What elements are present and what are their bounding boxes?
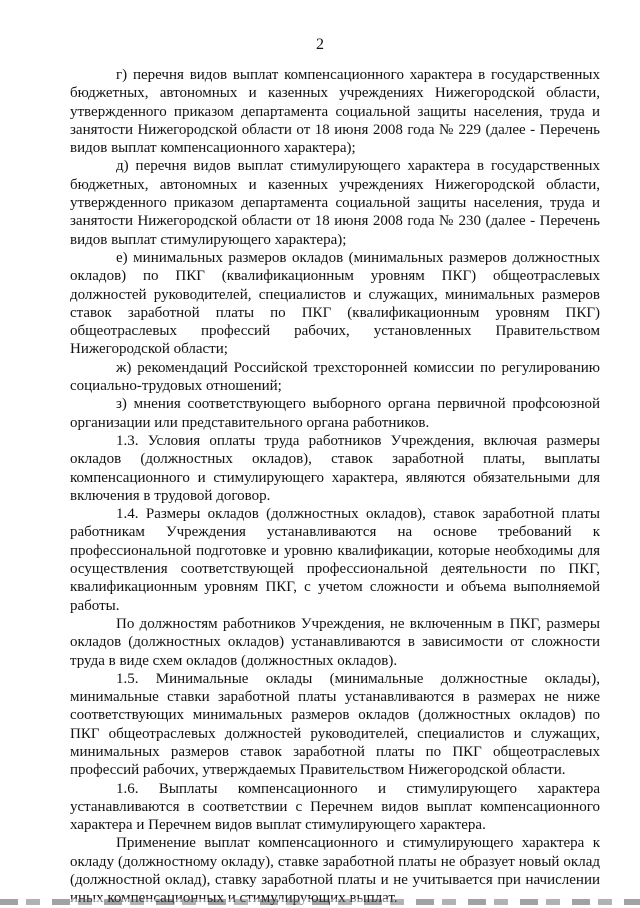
paragraph-1-6: 1.6. Выплаты компенсационного и стимулирующего характера устанавливаются в соответствии с Перечнем видов выплат компенсационного характера и Перечнем видов выплат стимулирующего характера. xyxy=(70,780,600,834)
paragraph-1-6-continued: Применение выплат компенсационного и стимулирующего характера к окладу (должностному окладу), ставке заработной платы не образует новый оклад (должностной оклад), ставку заработной платы и не учитывается при начислении xyxy=(70,835,600,889)
paragraph-1-5: 1.5. Минимальные оклады (минимальные должностные оклады), минимальные ставки заработной платы устанавливаются в размерах не ниже соответствующих минимальных размеров окладов (должностных окладов) по ПКГ общеотраслевых должностей руководителей, специалистов и служащих, минимальных размеров ставок заработной платы по ПКГ общеотраслевых профессий рабочих, утверждаемых Правительством Нижегородской области. xyxy=(70,670,600,779)
paragraph-e: е) минимальных размеров окладов (минимальных размеров должностных окладов) по ПКГ (квалификационным уровням ПКГ) общеотраслевых должностей руководителей, специалистов и служащих, минимальных размеров ставок заработной платы по ПКГ (квалификационным уровням ПКГ) общеотраслевых профессий рабочих, установленных Правительством Нижегородской области; xyxy=(70,249,600,358)
paragraph-zh: ж) рекомендаций Российской трехсторонней комиссии по регулированию социально-трудовых отношений; xyxy=(70,359,600,395)
paragraph-g: г) перечня видов выплат компенсационного характера в государственных бюджетных, автономных и казенных учреждениях Нижегородской области, утвержденного приказом департамента социальной защиты населения, труда и занятости Нижегородской области от 18 июня 2008 года № 229 (далее - Перечень видов выплат компенсационного характера); xyxy=(70,67,600,157)
paragraph-1-3: 1.3. Условия оплаты труда работников Учреждения, включая размеры окладов (должностных окладов), ставок заработной платы, выплаты компенсационного и стимулирующего характера, являются обязательными для включения в трудовой договор. xyxy=(70,432,600,504)
scan-edge-artifact xyxy=(0,899,640,905)
paragraph-1-4-continued: По должностям работников Учреждения, не включенным в ПКГ, размеры окладов (должностных окладов) устанавливаются в зависимости от сложности труда в виде схем окладов (должностных окладов). xyxy=(70,615,600,669)
paragraph-1-4: 1.4. Размеры окладов (должностных окладов), ставок заработной платы работникам Учреждения устанавливаются на основе требований к профессиональной подготовке и уровню квалификации, которые необходимы для осуществления соответствующей профессиональной деятельности по ПКГ, квалификационным уровням ПКГ, с учетом сложности и объема выполняемой работы. xyxy=(70,506,600,614)
paragraph-d: д) перечня видов выплат стимулирующего характера в государственных бюджетных, автономных и казенных учреждениях Нижегородской области, утвержденного приказом департамента социальной защиты населения, труда и занятости Нижегородской области от 18 июня 2008 года № 230 (далее - Перечень видов выплат стимулирующего характера); xyxy=(70,158,600,248)
document-body xyxy=(70,66,600,908)
paragraph-z: з) мнения соответствующего выборного органа первичной профсоюзной организации или представительного органа работников. xyxy=(70,396,600,431)
page-number: 2 xyxy=(316,36,324,53)
